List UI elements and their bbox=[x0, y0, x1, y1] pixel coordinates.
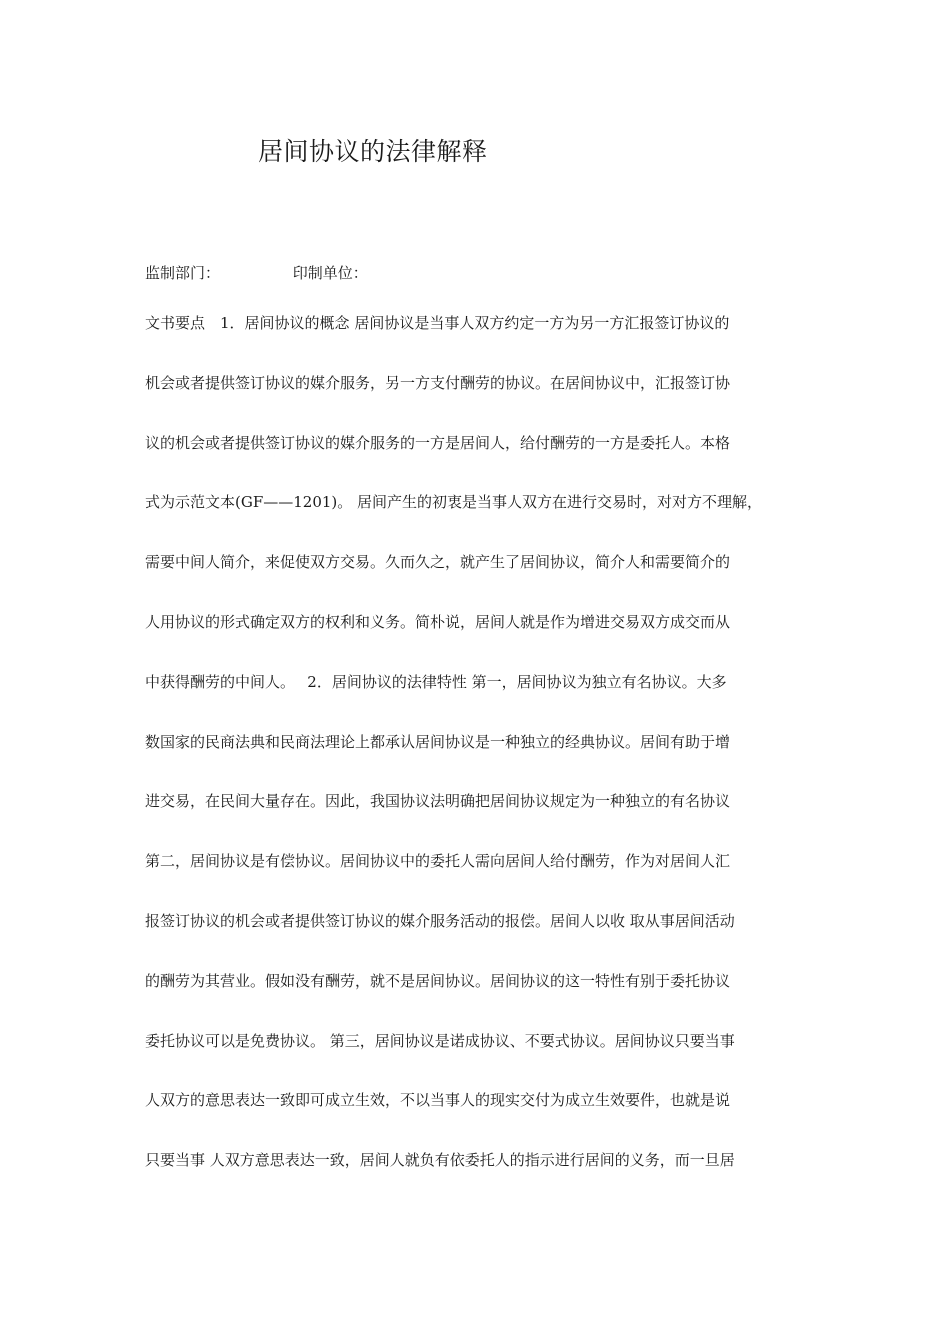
body-line: 文书要点 1．居间协议的概念 居间协议是当事人双方约定一方为另一方汇报签订协议的 bbox=[145, 314, 730, 332]
body-line: 委托协议可以是免费协议。 第三，居间协议是诺成协议、不要式协议。居间协议只要当事 bbox=[145, 1031, 735, 1050]
document-title: 居间协议的法律解释 bbox=[258, 137, 488, 166]
body-line: 议的机会或者提供签订协议的媒介服务的一方是居间人，给付酬劳的一方是委托人。本格 bbox=[145, 433, 731, 452]
body-line: 的酬劳为其营业。假如没有酬劳，就不是居间协议。居间协议的这一特性有别于委托协议 bbox=[145, 971, 731, 990]
body-line: 需要中间人简介，来促使双方交易。久而久之，就产生了居间协议，简介人和需要简介的 bbox=[145, 553, 731, 572]
printer-label: 印制单位： bbox=[292, 264, 368, 282]
document-meta bbox=[145, 262, 368, 283]
document-body bbox=[145, 310, 825, 1207]
body-line: 人用协议的形式确定双方的权利和义务。简朴说，居间人就是作为增进交易双方成交而从 bbox=[145, 612, 731, 631]
body-line: 进交易，在民间大量存在。因此，我国协议法明确把居间协议规定为一种独立的有名协议 bbox=[145, 792, 731, 811]
body-line: 第二，居间协议是有偿协议。居间协议中的委托人需向居间人给付酬劳，作为对居间人汇 bbox=[145, 852, 731, 871]
body-line: 人双方的意思表达一致即可成立生效，不以当事人的现实交付为成立生效要件，也就是说 bbox=[145, 1091, 731, 1110]
body-line: 式为示范文本(GF——1201)。 居间产生的初衷是当事人双方在进行交易时，对对方不理解， bbox=[145, 493, 763, 512]
body-line: 机会或者提供签订协议的媒介服务，另一方支付酬劳的协议。在居间协议中，汇报签订协 bbox=[145, 373, 731, 392]
body-line: 报签订协议的机会或者提供签订协议的媒介服务活动的报偿。居间人以收 取从事居间活动 bbox=[145, 911, 735, 930]
body-line: 中获得酬劳的中间人。 2．居间协议的法律特性 第一，居间协议为独立有名协议。大多 bbox=[145, 672, 727, 691]
body-line: 数国家的民商法典和民商法理论上都承认居间协议是一种独立的经典协议。居间有助于增 bbox=[145, 732, 731, 751]
supervisor-label: 监制部门： bbox=[145, 264, 221, 282]
body-line: 只要当事 人双方意思表达一致，居间人就负有依委托人的指示进行居间的义务，而一旦居 bbox=[145, 1151, 735, 1170]
